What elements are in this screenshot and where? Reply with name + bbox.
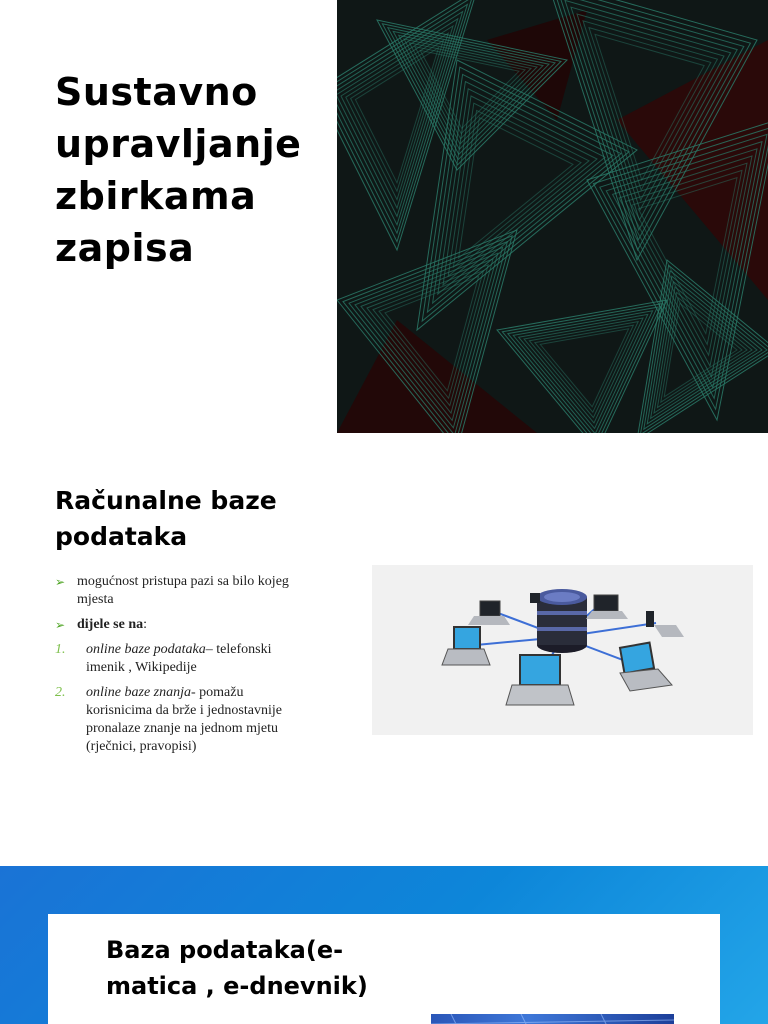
item-term: online baze znanja: [86, 685, 191, 700]
triangle-pattern-image: [337, 0, 768, 433]
arrow-bullet-icon: ➢: [55, 575, 66, 589]
arrow-bullet-icon: ➢: [55, 618, 66, 632]
list-item-text: mogućnost pristupa pazi sa bilo kojeg mjesta: [77, 574, 289, 607]
slide-2: [0, 433, 768, 866]
list-item-bold-text: dijele se na: [77, 617, 144, 632]
numbered-item: [55, 684, 295, 756]
item-number: 1.: [55, 642, 66, 657]
item-description: - pomažu korisnicima da brže i jednostavnije pronalaze znanje na jednom mjetu (rječnici, pravopisi): [86, 685, 282, 754]
item-description: – telefonski imenik , Wikipedije: [86, 642, 272, 675]
slide-3: [0, 866, 768, 1024]
data-pattern-image: [431, 1014, 674, 1024]
list-item: [55, 573, 295, 609]
item-term: online baze podataka: [86, 642, 206, 657]
content-card: [48, 914, 720, 1024]
database-network-image: [372, 565, 753, 735]
slide-1: [0, 0, 768, 433]
list-item: [55, 616, 295, 634]
bullet-list: [55, 573, 295, 763]
slide-title: Sustavno upravljanje zbirkama zapisa: [55, 70, 302, 270]
slide-title: Računalne baze podataka: [55, 486, 277, 551]
slide-title: Baza podataka(e-matica , e-dnevnik): [106, 936, 368, 1000]
list-item-text: :: [143, 617, 147, 632]
item-number: 2.: [55, 685, 66, 700]
numbered-item: [55, 641, 295, 677]
